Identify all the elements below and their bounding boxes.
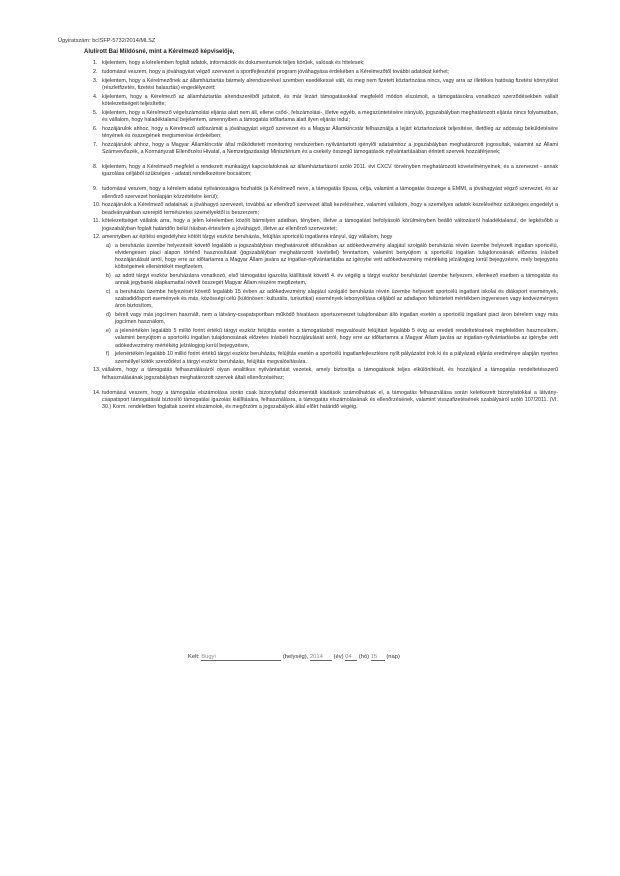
sub-item-text: a beruházás üzembe helyezését követő legalább a jogszabályban meghatározott időszakban az adókedvezmény alapjául szolgáló beruházás révén üzembe helyezett ingatlan sportcélú, elvidengesen piaci alapon történő hasznosítását (jogszabályban meghatározott kivétellel) fenntartom, valamint benyújtom a sportcélú ingatlan tulajdonosának előzetes írásbeli hozzájárulását arról, hogy erre az időtartamra a Magyar Állam javára az ingatlan-nyilvántartásba az igénybe vett adókedvezmény mértékéig jelzálogjog kerül bejegyzésre, mely bejegyzés költségeinek ellenértékét megfizetem, bbox=[115, 242, 558, 271]
sub-item-text: az adott tárgyi eszköz beruházásra vonatkozó, első támogatási igazolás kiállítását követő 4. év végéig a tárgyi eszköz beruházást üzembe helyezem, ellenkező esetben a támogatás és annak jegybanki alapkamattal növelt összegét Magyar Állam részére megfizetem, bbox=[115, 273, 558, 287]
sub-item-letter: d) bbox=[106, 312, 111, 319]
sub-item-letter: e) bbox=[106, 328, 111, 335]
sub-item-text: bérelt vagy más jogcímen használt, nem a látvány-csapatsportban működő hivatásos sportszervezet tulajdonában álló ingatlan esetén a sportcélú ingatlant piaci áron bérelem vagy más jogcímen használom, bbox=[115, 312, 558, 326]
item-number: 9. bbox=[93, 186, 98, 193]
item-number: 4. bbox=[93, 93, 98, 100]
sub-list bbox=[106, 242, 558, 366]
declaration-item bbox=[93, 218, 558, 232]
item-number: 2. bbox=[93, 68, 98, 75]
item-number: 11. bbox=[93, 218, 100, 225]
item-text: tudomásul veszem, hogy a jóváhagyást végző szervezet a sportfejlesztési program jóváhagyása érdekében a Kérelmezőtől további adatokat kérhet; bbox=[102, 68, 450, 75]
item-number: 1. bbox=[93, 60, 98, 66]
month-label: (hó) bbox=[358, 654, 370, 660]
item-text: kijelentem, hogy a Kérelmező megfelel a rendezett munkaügyi kapcsolatoknak az államháztartásról szóló 2011. évi CXCV. törvényben meghatározott követelményeinek, és a szervezet - annak igazolása céljából szükséges - adatait rendelkezésre bocsátom; bbox=[102, 164, 558, 178]
place-label: (helység), bbox=[282, 654, 309, 660]
declaration-item bbox=[93, 234, 558, 365]
day-label: (nap) bbox=[386, 654, 400, 660]
declaration-item bbox=[93, 141, 558, 156]
year-label: (év) bbox=[333, 654, 344, 660]
item-number: 5. bbox=[93, 109, 98, 116]
declaration-item bbox=[93, 93, 558, 108]
sub-item-text: jelenértékén legalább 10 millió forint értékű tárgyi eszköz beruházás, felújítás esetén a sportcélú ingatlanfejlesztésre nyílt pályázatot írok ki és a pályázati eljárás eredménye alapján nyertes személlyel kötök szerződést a tárgyi eszköz beruházás, felújítás megvalósítására. bbox=[115, 351, 558, 365]
declaration-item bbox=[93, 68, 558, 76]
place-field[interactable]: Bugyi bbox=[201, 654, 281, 661]
item-text: amennyiben az építési engedélyhez kötött tárgyi eszköz beruházás, felújítás sportcélú ingatlanra irányul, úgy vállalom, hogy bbox=[102, 234, 393, 241]
sub-item-letter: c) bbox=[106, 289, 111, 296]
day-field[interactable]: 15 bbox=[371, 654, 385, 661]
signature-line bbox=[188, 654, 400, 661]
item-text: vállalom, hogy a támogatás felhasználásáról olyan analitikus nyilvántartást vezetek, amely biztosítja a támogatások teljes elkülönítését, és hozzájárul a támogatás rendeltetésszerű felhasználásának jogszabályban meghatározott szervek általi ellenőrzéséhez; bbox=[102, 367, 558, 381]
sub-item bbox=[106, 312, 558, 326]
kelt-label: Kelt: bbox=[188, 654, 200, 660]
sub-item bbox=[106, 328, 558, 350]
item-number: 7. bbox=[93, 141, 98, 148]
item-text: kijelentem, hogy a Kérelmező az államháztartás alrendszeréből juttatott, és már lezárt támogatásokkal megfelelő módon elszámolt, a támogatásokra vonatkozó szerződésekben vállalt kötelezettségeit teljesítette; bbox=[102, 93, 558, 107]
item-text: hozzájárulok a Kérelmező adatainak a jóváhagyó szervezet, továbbá az ellenőrző szervezet általi kezeléséhez, valamint vállalom, hogy a személyes adatok kezeléséhez szükséges engedélyt a beadványainban szereplő természetes személyektől is beszerzem; bbox=[102, 202, 558, 216]
declaration-item bbox=[93, 186, 558, 200]
item-text: tudomásul veszem, hogy a kérelem adatai nyilvánosságra hozhatók (a Kérelmező neve, a támogatás típusa, célja, valamint a támogatás összege a EMMI, a jóváhagyást végző szervezet, és az ellenőrző szervezet honlapján közzétételre kerül); bbox=[102, 186, 558, 200]
declaration-list bbox=[93, 60, 558, 413]
item-text: kötelezettséget vállalok arra, hogy a jelen kérelemben közölt bármilyen adatban, tényben, illetve a támogatást befolyásoló körülményben beálló változásról haladéktalanul, de legkésőbb a jogszabályban foglalt határidőn belül írásban értesítem a jóváhagyó, illetve az ellenőrző szervezetet; bbox=[102, 218, 558, 232]
sub-item-text: a beruházás üzembe helyezését követő legalább 15 évben az adókedvezmény alapjául szolgáló beruházás révén üzembe helyezett sportcélú ingatlant iskolai és diáksport események, szabadidősport események és más, közösségi célú (különösen: kulturális, turisztikai) események lebonyolítása céljából az adatlapon feltüntetett mértékben ingyenesen vagy kedvezményes áron biztosítom, bbox=[115, 289, 558, 310]
item-number: 13. bbox=[93, 367, 101, 374]
sub-item bbox=[106, 273, 558, 287]
sub-item-letter: f) bbox=[106, 351, 110, 358]
item-number: 12. bbox=[93, 234, 101, 241]
item-text: kijelentem, hogy a kérelemben foglalt adatok, információk és dokumentumok teljes körűek, valósak és hitelesek; bbox=[102, 60, 365, 66]
item-text: kijelentem, hogy a Kérelmezőnek az államháztartás bármely alrendszerével szemben esedékessé vált, és meg nem fizetett köztartozása nincs, vagy arra az illetékes hatóság fizetési könnyítést (részletfizetés, fizetési halasztás) engedélyezett; bbox=[102, 77, 558, 91]
sub-item-text: a jelenértékén legalább 5 millió forint értékű tárgyi eszköz felújítás esetén a támogatásból megvalósuló felújítást legalább 5 évig az eredeti rendeltetésének megfelelően hasznosítom, valamint benyújtom a sportcélú ingatlan tulajdonosának előzetes írásbeli hozzájárulását arról, hogy erre az időtartamra a Magyar Állam javára az ingatlan-nyilvántartásba az igénybe vett adókedvezmény mértékéig jelzálogjog kerül bejegyzésre, bbox=[115, 328, 558, 349]
declaration-item bbox=[93, 125, 558, 140]
declaration-item bbox=[93, 367, 558, 381]
month-field[interactable]: 04 bbox=[345, 654, 357, 661]
declaration-item bbox=[93, 109, 558, 124]
sub-item bbox=[106, 289, 558, 311]
item-number: 8. bbox=[93, 164, 98, 170]
declaration-item bbox=[93, 60, 558, 67]
sub-item-letter: a) bbox=[106, 242, 111, 249]
item-text: tudomásul veszem, hogy a támogatás elszámolása során csak bizonylattal dokumentált kiadások számolhatóak el, a támogatás felhasználása során keletkezett bizonylatokkal a látvány-csapatsport támogatását biztosító támogatási igazolás kiállítására, felhasználásra, a támogatás elszámolásának és ellenőrzésének, valamint visszafizetésének szabályairól szóló 107/2011. (VI. 30.) Korm. rendeletben foglaltak szerint elszámolok, és megőrzöm a jogszabályok által előírt határidő végéig. bbox=[102, 389, 558, 411]
item-number: 6. bbox=[93, 125, 98, 132]
item-number: 14. bbox=[93, 389, 101, 396]
item-number: 3. bbox=[93, 77, 98, 84]
sub-item bbox=[106, 242, 558, 272]
sub-item-letter: b) bbox=[106, 273, 111, 280]
reference-number: Ügyiratszám: bcISFP-5732/2014/MLSZ bbox=[58, 38, 156, 44]
item-text: hozzájárulok ahhoz, hogy a Magyar Államkincstár által működtetett monitoring rendszerben nyilvántartott igénylői adataimhoz a jogszabályban meghatározott jogosultak, valamint az Állami Számvevőszék, a Kormányzati Ellenőrzési Hivatal, a Nemzetgazdasági Minisztérium és a csekély összegű támogatások nyilvántartásában érintett szervek hozzáférjenek; bbox=[102, 141, 558, 155]
sub-item bbox=[106, 351, 558, 365]
item-text: kijelentem, hogy a Kérelmező végelszámolási eljárás alatt nem áll, ellene csőd-, felszámolási-, illetve egyéb, a megszüntetésére irányuló, jogszabályban meghatározott eljárás nincs folyamatban, és vállalom, hogy haladéktalanul bejelentem, amennyiben a támogatás időtartama alatt ilyen eljárás indul; bbox=[102, 109, 558, 123]
year-field[interactable]: 2014 bbox=[310, 654, 332, 661]
declaration-item bbox=[93, 202, 558, 216]
declaration-item bbox=[93, 389, 558, 412]
declaration-item bbox=[93, 77, 558, 92]
item-number: 10. bbox=[93, 202, 101, 209]
intro-statement: Alulírott Bai Mildósné, mint a Kérelmező képviselője, bbox=[84, 49, 235, 55]
item-text: hozzájárulok ahhoz, hogy a Kérelmező adószámát a jóváhagyást végző szervezet és a Magyar Államkincstár felhasználja a lejárt köztartozások teljesítése, illetőleg az adósság beküldetésére tényének és összegének megismerése érdekében; bbox=[102, 125, 558, 139]
declaration-item bbox=[93, 164, 558, 178]
